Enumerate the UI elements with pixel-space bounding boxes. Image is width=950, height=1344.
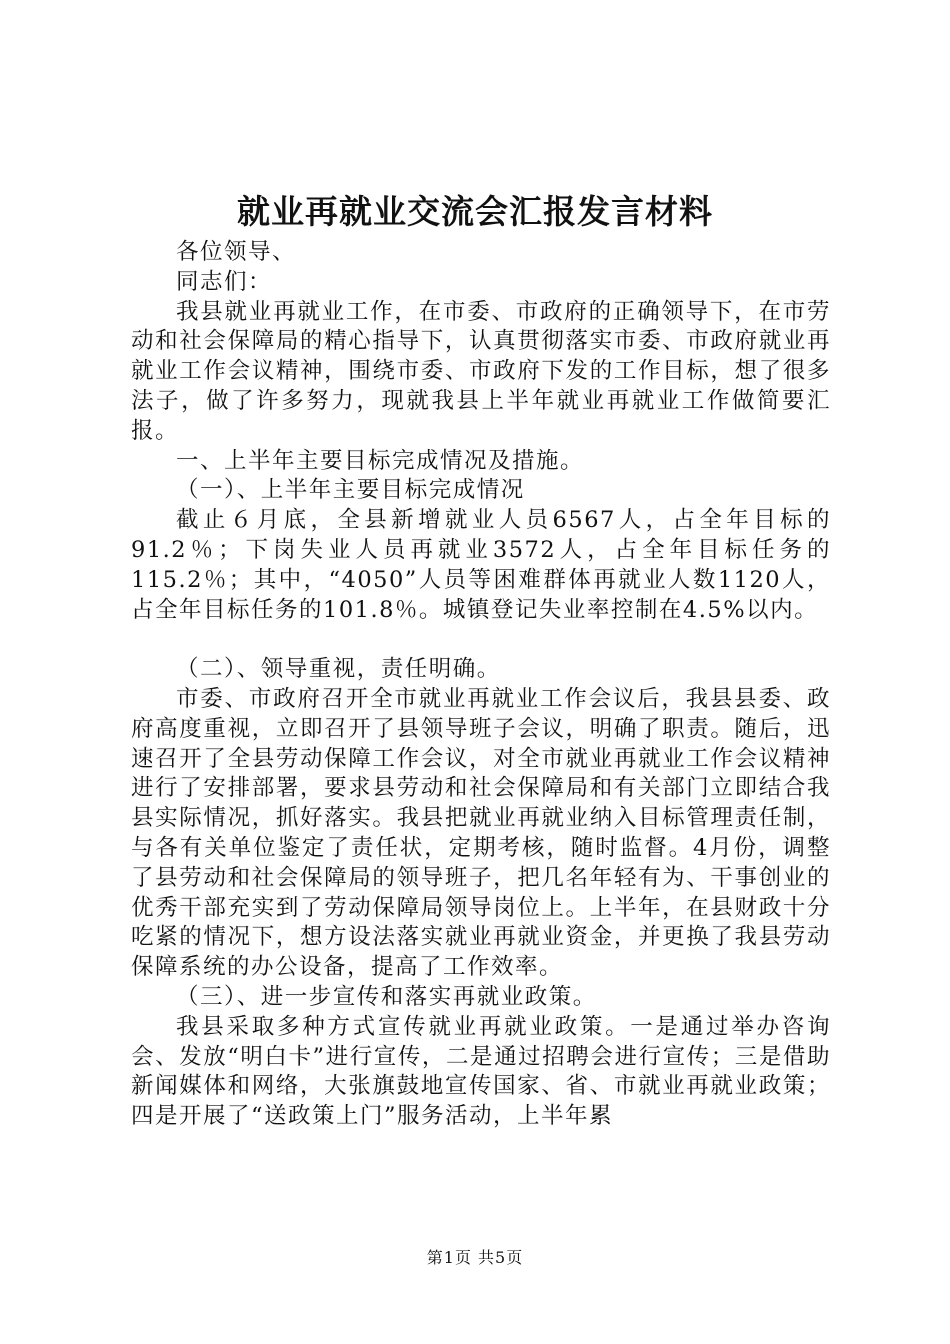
subsection-heading-3: （三）、进一步宣传和落实再就业政策。 [176, 983, 597, 1010]
paragraph-targets: 截止６月底，全县新增就业人员6567人，占全年目标的91.2％；下岗失业人员再就业3572人，占全年目标任务的115.2％；其中，“4050”人员等困难群体再就业人数1120人，占全年目标任务的101.8％。城镇登记失业率控制在4.5%以内。 [131, 507, 831, 623]
subsection-heading-1: （一）、上半年主要目标完成情况 [176, 477, 525, 504]
paragraph-policy: 我县采取多种方式宣传就业再就业政策。一是通过举办咨询会、发放“明白卡”进行宣传，二是通过招聘会进行宣传；三是借助新闻媒体和网络，大张旗鼓地宣传国家、省、市就业再就业政策；四是开展了“送政策上门”服务活动，上半年累 [131, 1013, 831, 1130]
salutation-leaders: 各位领导、 [176, 239, 297, 265]
subsection-heading-2: （二）、领导重视，责任明确。 [176, 656, 501, 683]
document-title: 就业再就业交流会汇报发言材料 [237, 192, 713, 231]
paragraph-leadership: 市委、市政府召开全市就业再就业工作会议后，我县县委、政府高度重视，立即召开了县领导班子会议，明确了职责。随后，迅速召开了全县劳动保障工作会议，对全市就业再就业工作会议精神进行了安排部署，要求县劳动和社会保障局和有关部门立即结合我县实际情况，抓好落实。我县把就业再就业纳入目标管理责任制，与各有关单位鉴定了责任状，定期考核，随时监督。4月份，调整了县劳动和社会保障局的领导班子，把几名年轻有为、干事创业的优秀干部充实到了劳动保障局领导岗位上。上半年，在县财政十分吃紧的情况下，想方设法落实就业再就业资金，并更换了我县劳动保障系统的办公设备，提高了工作效率。 [131, 685, 831, 981]
intro-paragraph: 我县就业再就业工作，在市委、市政府的正确领导下，在市劳动和社会保障局的精心指导下，认真贯彻落实市委、市政府就业再就业工作会议精神，围绕市委、市政府下发的工作目标，想了很多法子，做了许多努力，现就我县上半年就业再就业工作做简要汇报。 [131, 298, 831, 444]
paragraph-gap [131, 625, 831, 655]
page-number: 第1页 共5页 [426, 1248, 524, 1267]
salutation-comrades: 同志们： [176, 268, 273, 295]
section-heading-1: 一、上半年主要目标完成情况及措施。 [176, 447, 585, 474]
document-body [131, 238, 831, 1132]
